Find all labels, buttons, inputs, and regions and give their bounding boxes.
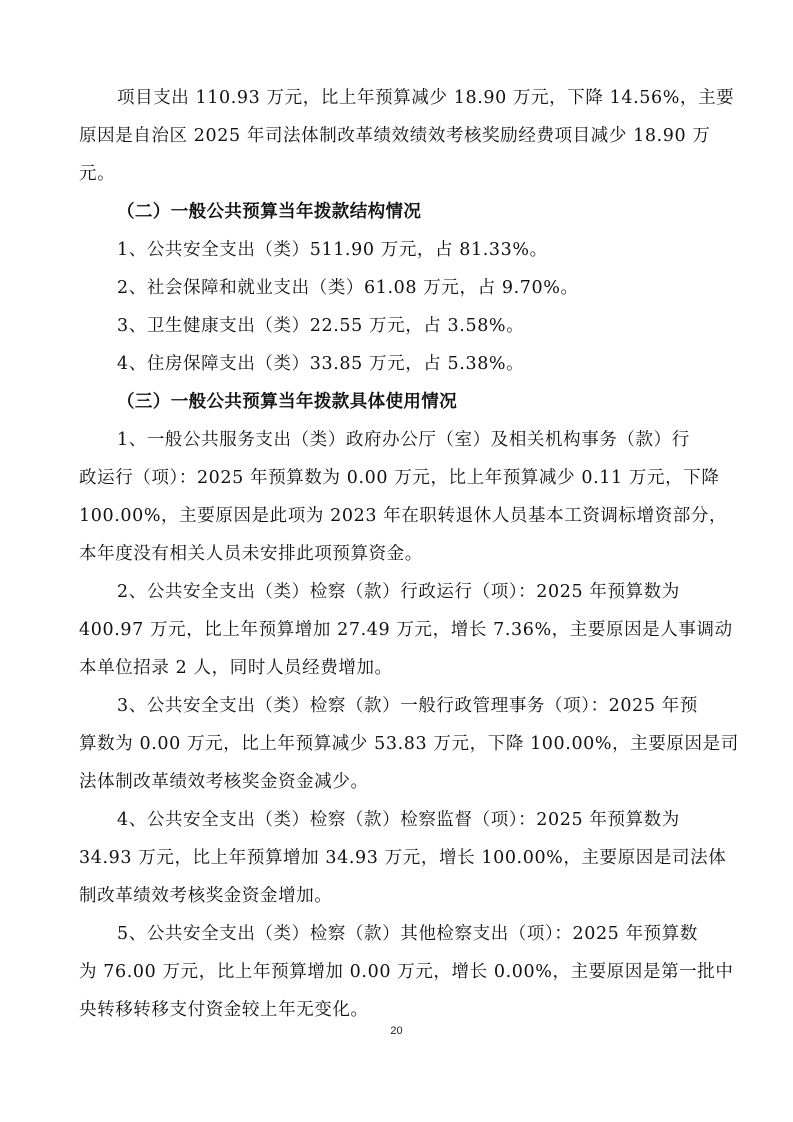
paragraph-line: 100.00%，主要原因是此项为 2023 年在职转退休人员基本工资调标增资部分， [79, 506, 728, 526]
paragraph-line: 34.93 万元，比上年预算增加 34.93 万元，增长 100.00%，主要原因是司法体 [79, 848, 727, 868]
paragraph-line: 制改革绩效考核奖金资金增加。 [79, 886, 333, 906]
paragraph-line: 2、公共安全支出（类）检察（款）行政运行（项）：2025 年预算数为 [117, 582, 680, 602]
page-number: 20 [390, 1025, 403, 1037]
paragraph-line: 法体制改革绩效考核奖金资金减少。 [79, 772, 369, 792]
paragraph-line: 3、公共安全支出（类）检察（款）一般行政管理事务（项）：2025 年预 [117, 696, 698, 716]
paragraph-line: 原因是自治区 2025 年司法体制改革绩效绩效考核奖励经费项目减少 18.90 万 [79, 126, 711, 146]
list-item: 3、卫生健康支出（类）22.55 万元，占 3.58%。 [117, 316, 525, 336]
paragraph-line: 本年度没有相关人员未安排此项预算资金。 [79, 544, 423, 564]
section-heading: （二）一般公共预算当年拨款结构情况 [117, 202, 422, 222]
paragraph-line: 为 76.00 万元，比上年预算增加 0.00 万元，增长 0.00%，主要原因是第一批中 [79, 962, 734, 982]
paragraph-line: 央转移转移支付资金较上年无变化。 [79, 1000, 369, 1020]
paragraph-line: 元。 [79, 164, 116, 184]
paragraph-line: 400.97 万元，比上年预算增加 27.49 万元，增长 7.36%，主要原因是人事调动 [79, 620, 733, 640]
paragraph-line: 本单位招录 2 人，同时人员经费增加。 [79, 658, 393, 678]
paragraph-line: 算数为 0.00 万元，比上年预算减少 53.83 万元，下降 100.00%，主要原因是司 [79, 734, 739, 754]
list-item: 2、社会保障和就业支出（类）61.08 万元，占 9.70%。 [117, 278, 579, 298]
paragraph-line: 项目支出 110.93 万元，比上年预算减少 18.90 万元，下降 14.56%，主要 [117, 88, 735, 108]
list-item: 4、住房保障支出（类）33.85 万元，占 5.38%。 [117, 354, 525, 374]
list-item: 1、公共安全支出（类）511.90 万元，占 81.33%。 [117, 240, 548, 260]
paragraph-line: 5、公共安全支出（类）检察（款）其他检察支出（项）：2025 年预算数 [117, 924, 698, 944]
paragraph-line: 政运行（项）：2025 年预算数为 0.00 万元，比上年预算减少 0.11 万元，下降 [79, 468, 720, 488]
paragraph-line: 1、一般公共服务支出（类）政府办公厅（室）及相关机构事务（款）行 [117, 430, 690, 450]
section-heading: （三）一般公共预算当年拨款具体使用情况 [117, 392, 458, 412]
paragraph-line: 4、公共安全支出（类）检察（款）检察监督（项）：2025 年预算数为 [117, 810, 680, 830]
